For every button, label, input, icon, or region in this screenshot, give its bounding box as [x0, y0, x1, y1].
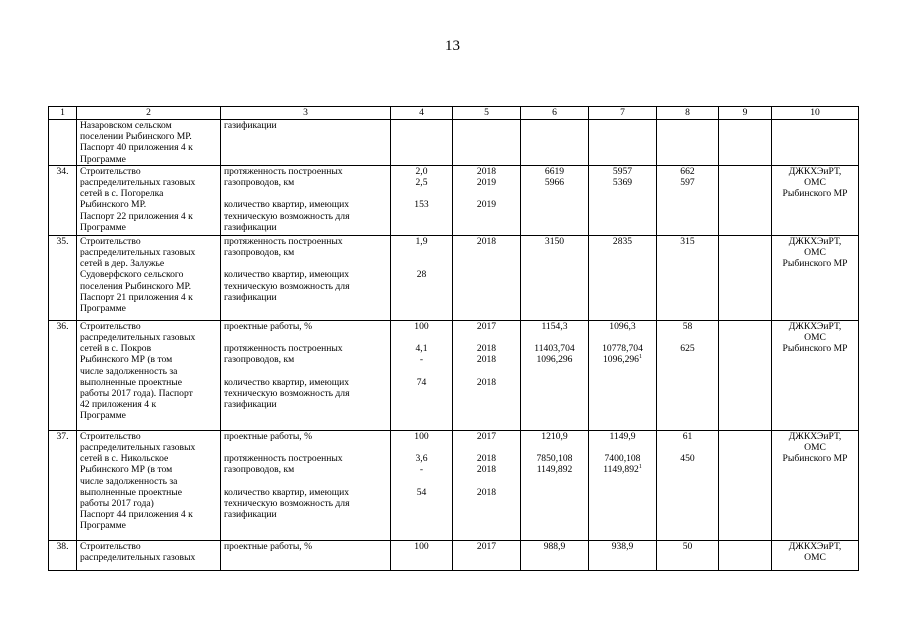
indicator-value-cell	[391, 235, 453, 320]
cell-line: 1,9	[415, 235, 428, 247]
cell-line	[456, 476, 517, 487]
page-number: 13	[445, 38, 460, 54]
extra-funding-cell	[719, 235, 772, 320]
cell-line	[394, 247, 449, 258]
column-header: 1	[49, 107, 77, 120]
table-row	[49, 320, 859, 430]
cell-line	[456, 366, 517, 377]
cell-line: 5966	[544, 177, 565, 189]
cell-line: 1096,3	[609, 320, 636, 332]
column-header: 7	[589, 107, 657, 120]
cell-line: 50	[682, 540, 693, 552]
measure-name-cell: Строительство распределительных газовых	[77, 540, 221, 570]
cell-line: 3150	[544, 235, 565, 247]
indicators-cell: проектные работы, % протяженность построенных газопроводов, км количество квартир, имеющих техническую возможность для газификации	[221, 430, 391, 540]
executor-cell: ДЖКХЭиРТ, ОМС Рыбинского МР	[772, 235, 859, 320]
regional-funding-cell	[589, 235, 657, 320]
cell-line: 100	[414, 320, 429, 332]
column-header: 2	[77, 107, 221, 120]
indicator-value-cell	[391, 165, 453, 235]
row-number-cell: 38.	[49, 540, 77, 570]
measure-name-cell: Строительство распределительных газовых сетей в с. Погорелка Рыбинского МР. Паспорт 22 приложения 4 к Программе	[77, 165, 221, 235]
cell-line: 10778,704	[602, 343, 643, 355]
total-funding-cell	[521, 430, 589, 540]
footnote-mark: 1	[638, 354, 642, 361]
indicators-cell: проектные работы, %	[221, 540, 391, 570]
row-number-cell: 34.	[49, 165, 77, 235]
regional-funding-cell	[589, 320, 657, 430]
cell-line: 597	[680, 177, 695, 189]
cell-line	[394, 188, 449, 199]
cell-line: 2018	[476, 343, 497, 355]
executor-cell	[772, 120, 859, 166]
total-funding-cell	[521, 165, 589, 235]
cell-line: 2017	[476, 320, 497, 332]
row-number-cell: 35.	[49, 235, 77, 320]
cell-line: 2,0	[415, 165, 428, 177]
cell-line	[394, 258, 449, 269]
extra-funding-cell	[719, 120, 772, 166]
cell-line: 2019	[476, 199, 497, 211]
cell-line: 28	[416, 269, 427, 281]
cell-line: 1149,892	[536, 464, 573, 476]
executor-cell: ДЖКХЭиРТ, ОМС Рыбинского МР	[772, 430, 859, 540]
indicators-cell: протяженность построенных газопроводов, км количество квартир, имеющих техническую возможность для газификации	[221, 235, 391, 320]
measure-name-cell: Строительство распределительных газовых сетей в с. Покров Рыбинского МР (в том числе задолженность за выполненные проектные работы 2017 года). Паспорт 42 приложения 4 к Программе	[77, 320, 221, 430]
indicator-value-cell	[391, 430, 453, 540]
regional-funding-cell	[589, 165, 657, 235]
indicator-value-cell	[391, 120, 453, 166]
measure-name-cell: Строительство распределительных газовых сетей в с. Никольское Рыбинского МР (в том числе задолженность за выполненные проектные работы 2017 года) Паспорт 44 приложения 4 к Программе	[77, 430, 221, 540]
cell-line: 2,5	[415, 177, 428, 189]
column-header: 9	[719, 107, 772, 120]
cell-line: 938,9	[611, 540, 634, 552]
extra-funding-cell	[719, 540, 772, 570]
cell-line: 1149,892$^1$	[603, 464, 642, 476]
cell-line	[456, 442, 517, 453]
indicators-cell: протяженность построенных газопроводов, км количество квартир, имеющих техническую возможность для газификации	[221, 165, 391, 235]
measure-name-cell: Назаровском сельском поселении Рыбинского МР. Паспорт 40 приложения 4 к Программе	[77, 120, 221, 166]
cell-line	[524, 332, 585, 343]
cell-line: -	[419, 354, 424, 366]
program-table	[48, 106, 859, 571]
local-funding-cell	[657, 165, 719, 235]
indicator-value-cell	[391, 320, 453, 430]
executor-cell: ДЖКХЭиРТ, ОМС Рыбинского МР	[772, 320, 859, 430]
local-funding-cell	[657, 430, 719, 540]
indicators-cell: проектные работы, % протяженность построенных газопроводов, км количество квартир, имеющих техническую возможность для газификации	[221, 320, 391, 430]
cell-line: 2018	[476, 464, 497, 476]
cell-line: 1149,9	[609, 430, 636, 442]
table-row	[49, 540, 859, 570]
cell-line: 58	[682, 320, 693, 332]
header-row	[49, 107, 859, 120]
column-header: 8	[657, 107, 719, 120]
cell-line: 54	[416, 486, 427, 498]
row-number-cell: 36.	[49, 320, 77, 430]
local-funding-cell	[657, 120, 719, 166]
table-row	[49, 235, 859, 320]
year-cell	[453, 540, 521, 570]
indicator-value-cell	[391, 540, 453, 570]
row-number-cell: 37.	[49, 430, 77, 540]
year-cell	[453, 235, 521, 320]
cell-line	[456, 332, 517, 343]
cell-line	[394, 442, 449, 453]
cell-line	[394, 332, 449, 343]
column-header: 3	[221, 107, 391, 120]
cell-line: 3,6	[415, 453, 428, 465]
cell-line: 2017	[476, 430, 497, 442]
measure-name-cell: Строительство распределительных газовых сетей в дер. Залужье Судоверфского сельского поселения Рыбинского МР. Паспорт 21 приложения 4 к Программе	[77, 235, 221, 320]
cell-line: 2018	[476, 376, 497, 388]
cell-line: 5369	[612, 177, 633, 189]
extra-funding-cell	[719, 165, 772, 235]
cell-line: 1096,296	[536, 354, 573, 366]
cell-line: 153	[414, 199, 429, 211]
executor-cell: ДЖКХЭиРТ, ОМС Рыбинского МР	[772, 165, 859, 235]
year-cell	[453, 430, 521, 540]
cell-line: 315	[680, 235, 695, 247]
cell-line: 1096,296$^1$	[603, 354, 642, 366]
cell-line	[456, 188, 517, 199]
year-cell	[453, 165, 521, 235]
column-header: 5	[453, 107, 521, 120]
column-header: 6	[521, 107, 589, 120]
cell-line: 61	[682, 430, 693, 442]
cell-line: 1154,3	[541, 320, 568, 332]
cell-line: 2017	[476, 540, 497, 552]
extra-funding-cell	[719, 430, 772, 540]
cell-line: 100	[414, 430, 429, 442]
local-funding-cell	[657, 235, 719, 320]
table-row	[49, 165, 859, 235]
cell-line: 11403,704	[534, 343, 575, 355]
cell-line: 6619	[544, 165, 565, 177]
local-funding-cell	[657, 540, 719, 570]
column-header: 10	[772, 107, 859, 120]
cell-line	[660, 332, 715, 343]
cell-line: 2019	[476, 177, 497, 189]
year-cell	[453, 120, 521, 166]
cell-line: 74	[416, 376, 427, 388]
cell-line	[592, 332, 653, 343]
cell-line: -	[419, 464, 424, 476]
regional-funding-cell	[589, 430, 657, 540]
indicators-cell: газификации	[221, 120, 391, 166]
regional-funding-cell	[589, 540, 657, 570]
cell-line: 5957	[612, 165, 633, 177]
cell-line: 2018	[476, 486, 497, 498]
cell-line: 2018	[476, 165, 497, 177]
column-header: 4	[391, 107, 453, 120]
row-number-cell	[49, 120, 77, 166]
cell-line: 625	[680, 343, 695, 355]
total-funding-cell	[521, 320, 589, 430]
cell-line	[592, 442, 653, 453]
cell-line: 988,9	[543, 540, 566, 552]
cell-line	[394, 366, 449, 377]
cell-line: 7850,108	[536, 453, 573, 465]
cell-line: 4,1	[415, 343, 428, 355]
cell-line: 2018	[476, 235, 497, 247]
cell-line: 2018	[476, 453, 497, 465]
cell-line: 100	[414, 540, 429, 552]
regional-funding-cell	[589, 120, 657, 166]
cell-line: 2018	[476, 354, 497, 366]
table-row	[49, 120, 859, 166]
total-funding-cell	[521, 235, 589, 320]
cell-line: 662	[680, 165, 695, 177]
extra-funding-cell	[719, 320, 772, 430]
cell-line: 1210,9	[541, 430, 568, 442]
total-funding-cell	[521, 120, 589, 166]
cell-line	[524, 442, 585, 453]
cell-line	[394, 476, 449, 487]
footnote-mark: 1	[638, 464, 642, 471]
cell-line: 2835	[612, 235, 633, 247]
cell-line	[660, 442, 715, 453]
executor-cell: ДЖКХЭиРТ, ОМС	[772, 540, 859, 570]
year-cell	[453, 320, 521, 430]
cell-line: 7400,108	[604, 453, 641, 465]
table-row	[49, 430, 859, 540]
cell-line: 450	[680, 453, 695, 465]
local-funding-cell	[657, 320, 719, 430]
total-funding-cell	[521, 540, 589, 570]
